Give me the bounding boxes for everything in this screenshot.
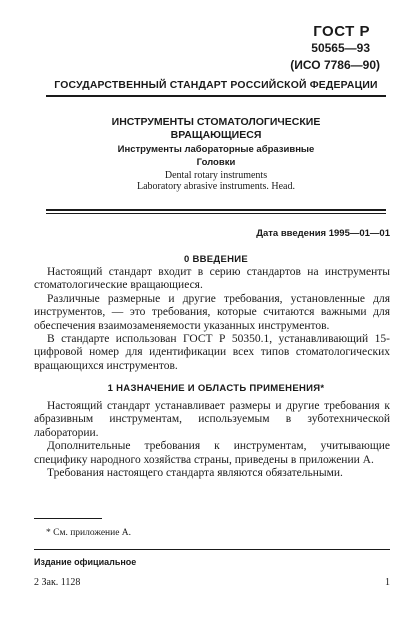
title-rule-thick	[46, 209, 386, 211]
section-1-paragraph-1: Настоящий стандарт устанавливает размеры и другие требования к абразивным инструментам, используемым в зуботехнической лаборатории.	[34, 400, 390, 439]
title-rule-thin	[46, 213, 386, 214]
introduction-date: Дата введения 1995—01—01	[256, 228, 390, 239]
footer-rule	[34, 549, 390, 550]
standard-number: 50565—93	[311, 41, 370, 55]
iso-reference: (ИСО 7786—90)	[290, 58, 380, 72]
section-1-paragraph-2: Дополнительные требования к инструментам, учитывающие специфику народного хозяйства страны, приведены в приложении А.	[34, 440, 390, 466]
section-0-paragraph-2: Различные размерные и другие требования, установленные для инструментов, — это требования, которые считаются важными для обеспечения взаимозаменяемости указанных инструментов.	[34, 292, 390, 332]
state-standard-heading: ГОСУДАРСТВЕННЫЙ СТАНДАРТ РОССИЙСКОЙ ФЕДЕРАЦИИ	[54, 80, 378, 91]
subtitle-line-1: Инструменты лабораторные абразивные	[117, 144, 315, 155]
english-title-1: Dental rotary instruments	[164, 170, 268, 181]
page-number: 1	[385, 577, 390, 588]
section-1-heading: 1 НАЗНАЧЕНИЕ И ОБЛАСТЬ ПРИМЕНЕНИЯ*	[107, 383, 325, 394]
section-0-body	[34, 266, 390, 373]
publication-label: Издание официальное	[34, 557, 137, 567]
section-1-paragraph-3: Требования настоящего стандарта являются обязательными.	[47, 467, 343, 480]
gost-label: ГОСТ Р	[313, 23, 370, 40]
section-0-paragraph-3: В стандарте использован ГОСТ Р 50350.1, устанавливающий 15-цифровой номер для идентификации всех типов стоматологических вращающихся инструментов.	[34, 333, 390, 372]
section-0-paragraph-1: Настоящий стандарт входит в серию стандартов на инструменты стоматологические вращающиеся.	[34, 266, 390, 292]
footnote-rule	[34, 518, 102, 519]
section-1-body	[34, 400, 390, 480]
order-number: 2 Зак. 1128	[34, 577, 81, 588]
header-rule	[46, 95, 386, 97]
footnote: * См. приложение А.	[46, 528, 132, 538]
title-line-2: ВРАЩАЮЩИЕСЯ	[170, 129, 262, 141]
section-0-heading: 0 ВВЕДЕНИЕ	[183, 254, 249, 265]
title-line-1: ИНСТРУМЕНТЫ СТОМАТОЛОГИЧЕСКИЕ	[111, 116, 321, 128]
subtitle-line-2: Головки	[196, 157, 236, 168]
english-title-2: Laboratory abrasive instruments. Head.	[136, 181, 295, 192]
